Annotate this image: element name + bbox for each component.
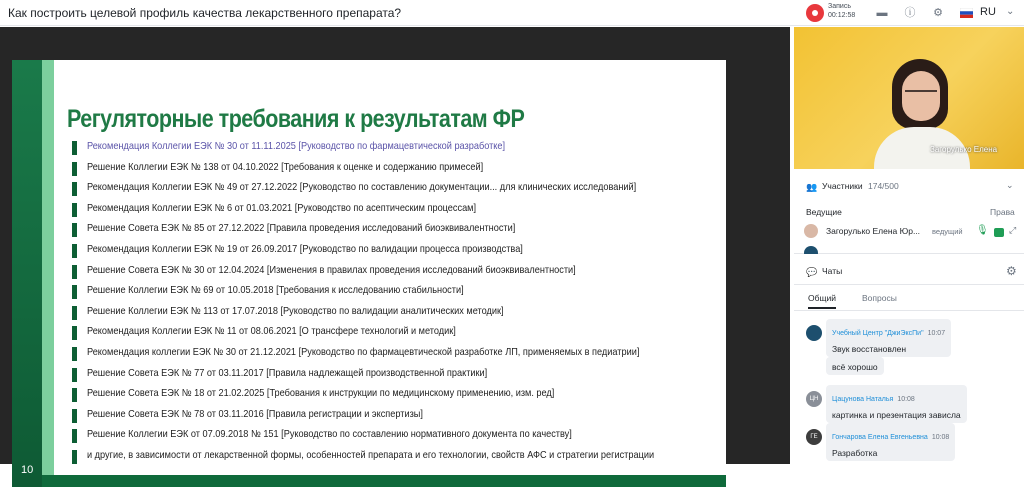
screen-share-icon[interactable]: ⤢: [1009, 225, 1017, 235]
regulation-item: [72, 365, 712, 386]
regulation-item: [72, 303, 712, 324]
gear-icon[interactable]: ⚙: [1006, 264, 1017, 278]
participants-panel: [794, 172, 1024, 254]
message-bubble: [826, 357, 884, 375]
bullet-marker: [72, 182, 77, 196]
camera-icon[interactable]: [994, 228, 1004, 237]
avatar: [806, 325, 822, 341]
message-bubble: [826, 423, 955, 461]
message-text: всё хорошо: [832, 362, 878, 372]
speaker-name-label: Загорулько Елена: [930, 145, 998, 154]
regulation-item: [72, 220, 712, 241]
message-text: Разработка: [832, 448, 878, 458]
settings-icon[interactable]: ⚙: [933, 7, 943, 19]
message-time: 10:08: [931, 434, 950, 441]
regulation-item: [72, 282, 712, 303]
message-time: 10:07: [927, 330, 946, 337]
chevron-down-icon[interactable]: ⌄: [1006, 180, 1014, 190]
chat-panel: [794, 259, 1024, 464]
regulation-text: Рекомендация Коллегии ЕЭК № 49 от 27.12.2022 [Руководство по составлению документации... для клинических исследований]: [87, 182, 637, 194]
message-time: 10:08: [897, 396, 915, 403]
bullet-marker: [72, 203, 77, 217]
bullet-marker: [72, 265, 77, 279]
regulation-text: Решение Совета ЕЭК № 77 от 03.11.2017 [Правила надлежащей производственной практики]: [87, 367, 488, 379]
bullet-marker: [72, 450, 77, 464]
host-row[interactable]: [804, 246, 1020, 254]
host-name: Загорулько Елена Юр...: [826, 226, 921, 236]
speaker-video: [794, 27, 1024, 169]
chat-icon: 💬: [806, 267, 818, 277]
presentation-area: [0, 27, 790, 476]
regulation-text: Рекомендация Коллегии ЕЭК № 6 от 01.03.2021 [Руководство по асептическим процессам]: [87, 202, 477, 214]
recording-label: Запись: [828, 3, 851, 10]
slide-left-stripe: [12, 60, 42, 487]
bullet-marker: [72, 244, 77, 258]
regulation-item: [72, 262, 712, 283]
regulation-text: Рекомендация Коллегии ЕЭК № 19 от 26.09.2017 [Руководство по валидации процесса производства]: [87, 243, 523, 255]
regulation-text: Решение Коллегии ЕЭК № 69 от 10.05.2018 [Требования к исследованию стабильности]: [87, 285, 464, 297]
regulation-text: Решение Коллегии ЕЭК от 07.09.2018 № 151 [Руководство по составлению нормативного документа по качеству]: [87, 429, 572, 441]
host-row[interactable]: [804, 224, 1020, 240]
message-bubble: [826, 319, 951, 357]
bullet-marker: [72, 347, 77, 361]
sidebar: [794, 27, 1024, 464]
regulation-list: [72, 138, 712, 468]
webinar-title: Как построить целевой профиль качества лекарственного препарата?: [8, 6, 402, 20]
microphone-icon[interactable]: 🎙: [976, 225, 989, 236]
speaker-glasses: [905, 90, 937, 99]
slide-bottom-stripe: [42, 475, 726, 487]
participants-count: 174/500: [868, 181, 899, 191]
message-author: Цацунова Наталья: [832, 396, 894, 403]
chevron-down-icon[interactable]: ⌄: [1006, 6, 1015, 17]
regulation-item: [72, 406, 712, 427]
chat-tabs: [794, 287, 1024, 311]
message-author: Гончарова Елена Евгеньевна: [832, 434, 928, 441]
chat-header: [794, 259, 1024, 285]
bullet-marker: [72, 368, 77, 382]
regulation-item: [72, 344, 712, 365]
regulation-item: [72, 426, 712, 447]
regulation-text: Решение Коллегии ЕЭК № 113 от 17.07.2018 [Руководство по валидации аналитических методик]: [87, 305, 504, 317]
top-bar: [0, 0, 1024, 26]
bullet-marker: [72, 162, 77, 176]
chat-title: Чаты: [822, 266, 843, 276]
info-icon[interactable]: ⓘ: [904, 7, 916, 19]
avatar: [804, 224, 818, 238]
bullet-marker: [72, 409, 77, 423]
bullet-marker: [72, 326, 77, 340]
bullet-marker: [72, 223, 77, 237]
regulation-text: Рекомендация Коллегии ЕЭК № 30 от 11.11.2025 [Руководство по фармацевтической разработке]: [87, 141, 506, 152]
regulation-item: [72, 241, 712, 262]
bullet-marker: [72, 285, 77, 299]
participants-label[interactable]: Участники: [822, 181, 863, 191]
regulation-text: и другие, в зависимости от лекарственной формы, особенностей препарата и его технологии, свойств АФС и стратегии регистрации: [87, 449, 655, 461]
record-icon[interactable]: [806, 4, 824, 22]
hosts-label: Ведущие: [806, 207, 842, 217]
bullet-marker: [72, 429, 77, 443]
regulation-item: [72, 200, 712, 221]
regulation-text: Решение Совета ЕЭК № 78 от 03.11.2016 [Правила регистрации и экспертизы]: [87, 408, 423, 420]
regulation-item: [72, 179, 712, 200]
slide: [12, 60, 726, 487]
regulation-text: Решение Совета ЕЭК № 85 от 27.12.2022 [Правила проведения исследований биоэквивалентности]: [87, 223, 516, 235]
slide-heading: Регуляторные требования к результатам ФР: [67, 105, 525, 133]
host-role: ведущий: [932, 227, 963, 236]
regulation-item: [72, 138, 712, 159]
regulation-item: [72, 385, 712, 406]
slide-page-number: 10: [21, 464, 34, 476]
regulation-item: [72, 447, 712, 468]
tab-general[interactable]: Общий: [808, 293, 836, 309]
bullet-marker: [72, 141, 77, 155]
recording-indicator: [828, 2, 855, 20]
recording-time: 00:12:58: [828, 12, 856, 19]
regulation-text: Решение Совета ЕЭК № 18 от 21.02.2025 [Требования к инструкции по медицинскому применению, изм. ред]: [87, 388, 555, 400]
regulation-item: [72, 159, 712, 180]
regulation-text: Рекомендация коллегии ЕЭК № 30 от 21.12.2021 [Руководство по фармацевтической разработке ЛП, применяемых в педиатрии]: [87, 346, 640, 358]
regulation-text: Рекомендация Коллегии ЕЭК № 11 от 08.06.2021 [О трансфере технологий и методик]: [87, 326, 456, 338]
avatar: [804, 246, 818, 254]
slide-accent-stripe: [42, 60, 54, 487]
language-selector[interactable]: RU: [980, 6, 996, 18]
rights-label: Права: [990, 207, 1015, 217]
regulation-item: [72, 323, 712, 344]
regulation-text: Решение Совета ЕЭК № 30 от 12.04.2024 [Изменения в правилах проведения исследований биоэквивалентности]: [87, 264, 576, 276]
tab-questions[interactable]: Вопросы: [862, 293, 897, 303]
message-bubble: [826, 385, 967, 423]
russian-flag-icon: [960, 8, 973, 18]
participants-icon: 👥: [806, 182, 818, 192]
message-text: картинка и презентация зависла: [832, 410, 961, 420]
bullet-marker: [72, 306, 77, 320]
avatar: ЦН: [806, 391, 822, 407]
message-text: Звук восстановлен: [832, 344, 907, 354]
regulation-text: Решение Коллегии ЕЭК № 138 от 04.10.2022 [Требования к оценке и содержанию примесей]: [87, 161, 484, 173]
avatar: ГЕ: [806, 429, 822, 445]
folder-icon[interactable]: ▬: [876, 7, 888, 19]
message-author: Учебный Центр "ДжиЭксПи": [832, 330, 924, 337]
bullet-marker: [72, 388, 77, 402]
